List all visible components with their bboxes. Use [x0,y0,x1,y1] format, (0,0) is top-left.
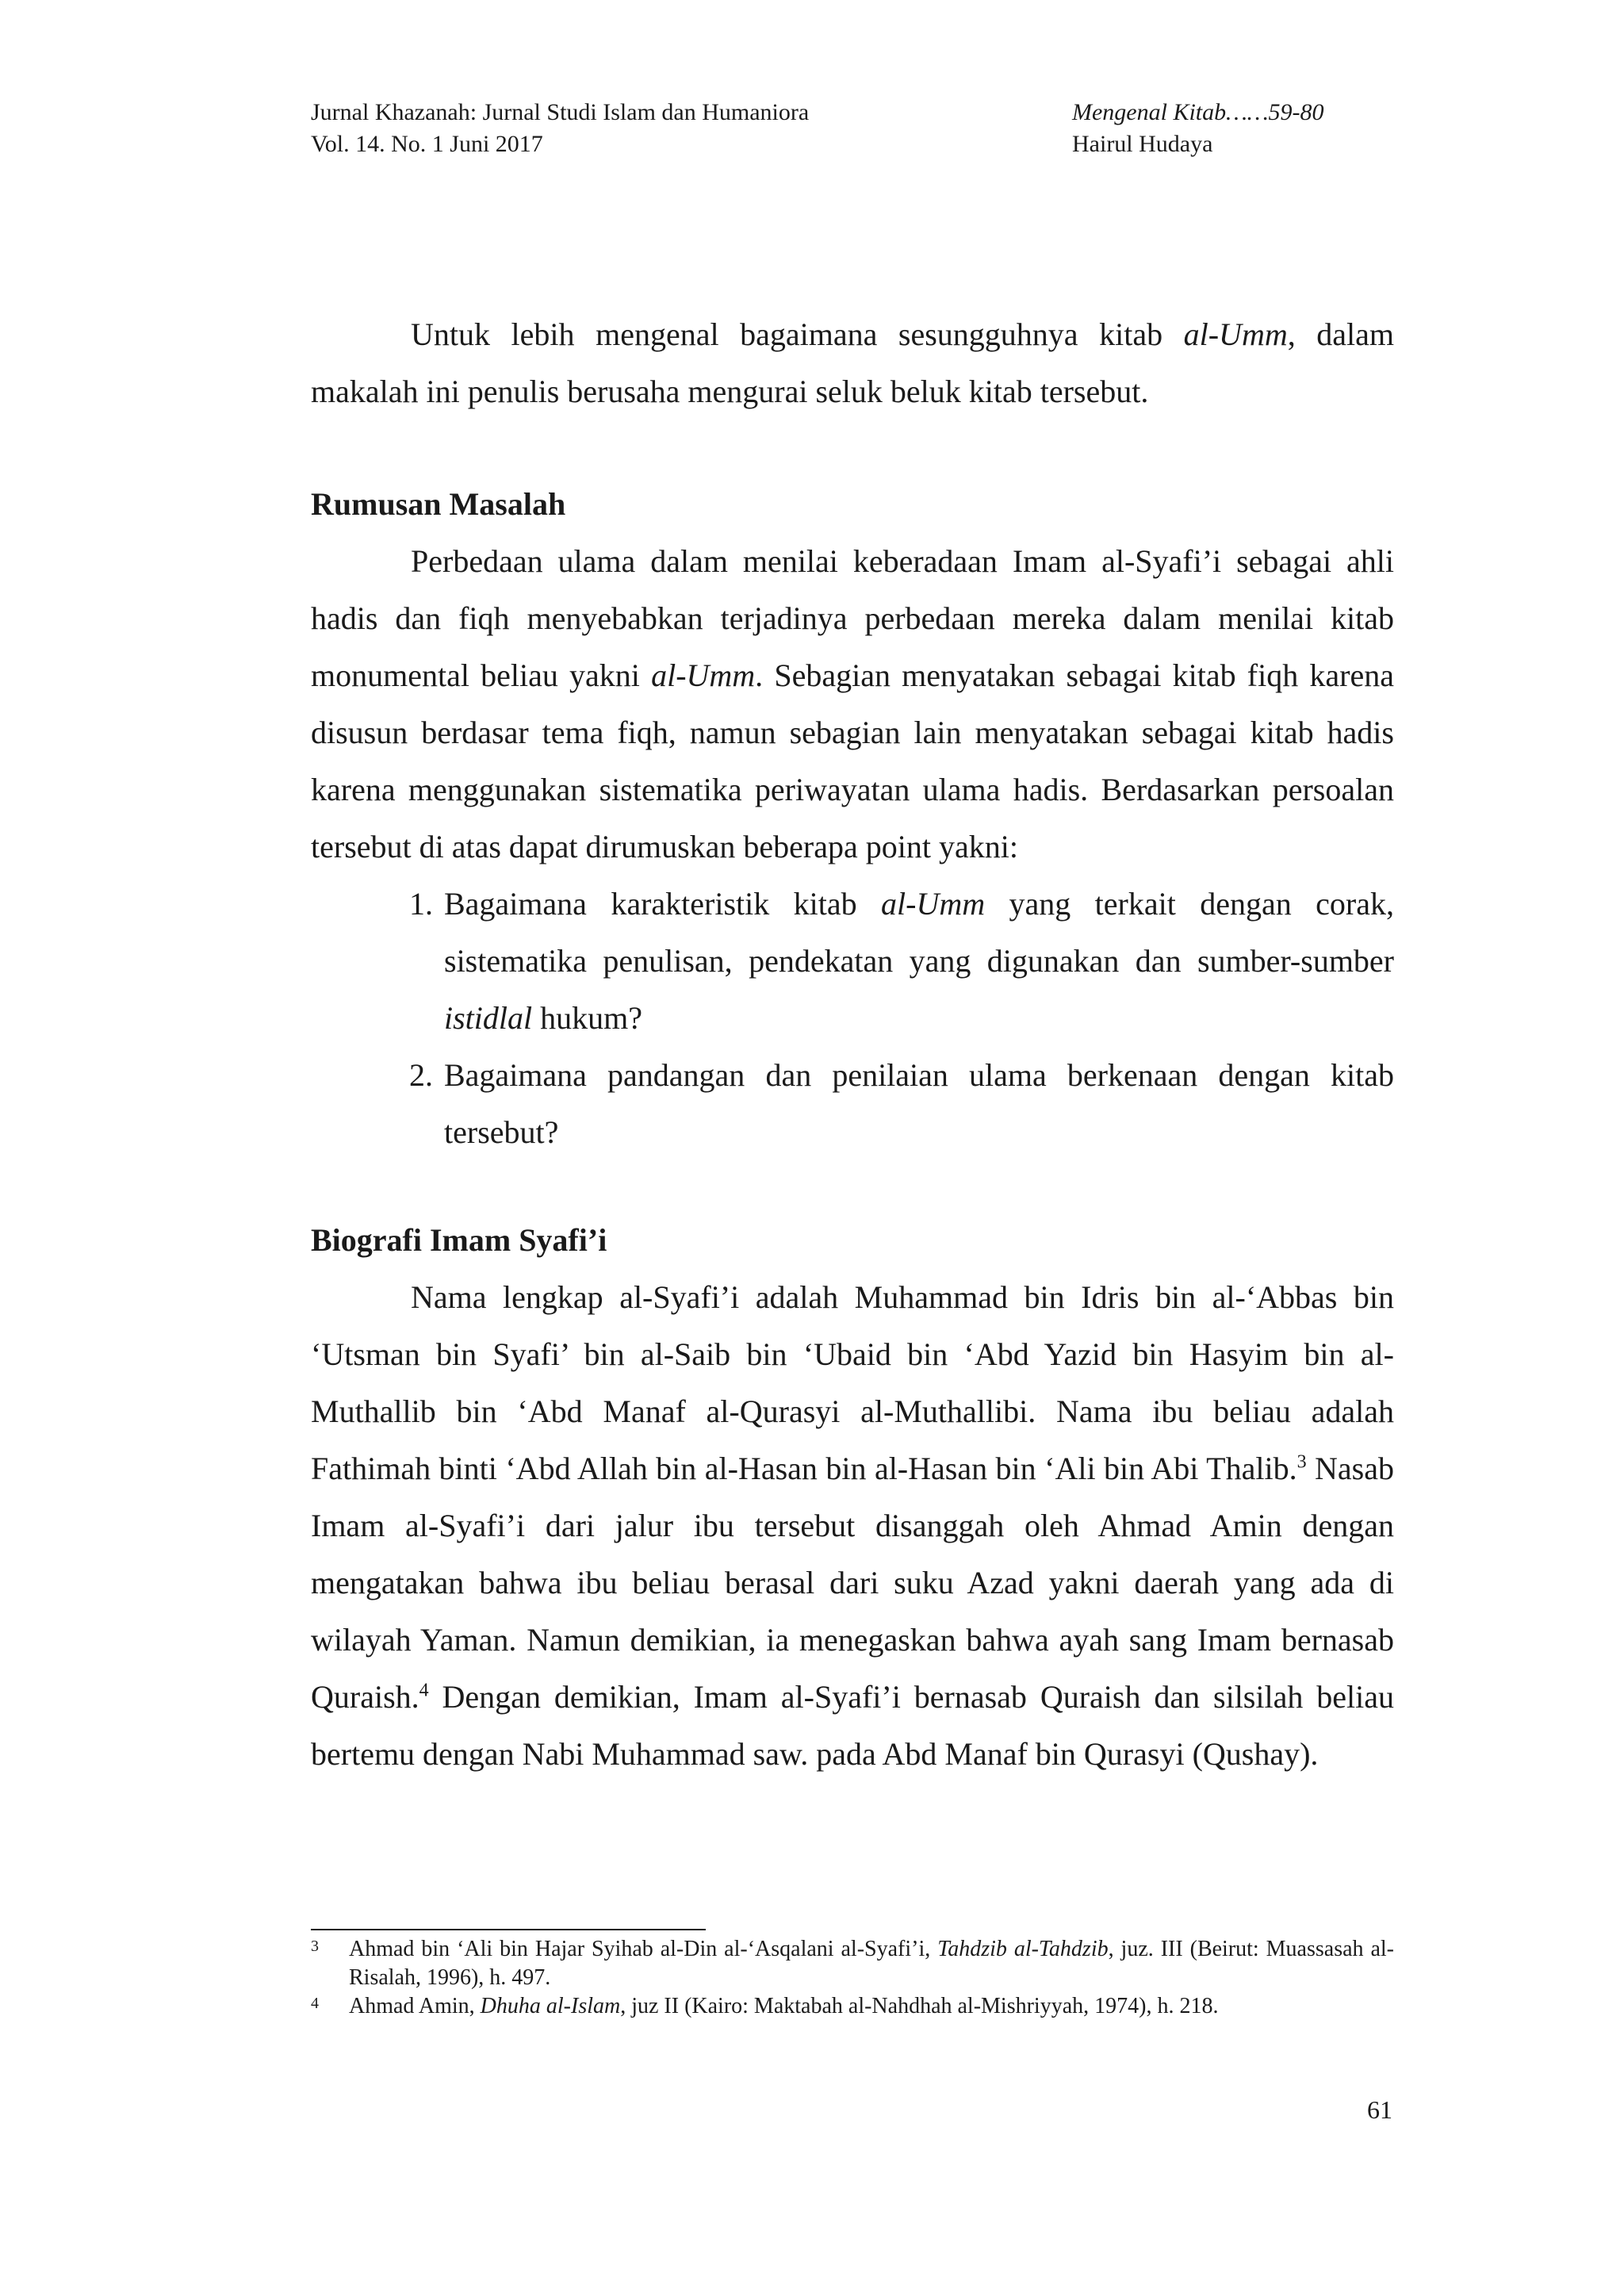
section-biografi [311,1212,1394,1783]
question-list [311,876,1394,1161]
body-paragraph: Nama lengkap al-Syafi’i adalah Muhammad bin Idris bin al-‘Abbas bin ‘Utsman bin Syafi’ bin al-Saib bin ‘Ubaid bin ‘Abd Yazid bin Hasyim bin al-Muthallib bin ‘Abd Manaf al-Qurasyi al-Muthallibi. Nama ibu beliau adalah Fathimah binti ‘Abd Allah bin al-Hasan bin al-Hasan bin ‘Ali bin Abi Thalib.$^3$ Nasab Imam al-Syafi’i dari jalur ibu tersebut disanggah oleh Ahmad Amin dengan mengatakan bahwa ibu beliau berasal dari suku Azad yakni daerah yang ada di wilayah Yaman. Namun demikian, ia menegaskan bahwa ayah sang Imam bernasab Quraish.$^4$ Dengan demikian, Imam al-Syafi’i bernasab Quraish dan silsilah beliau bertemu dengan Nabi Muhammad saw. pada Abd Manaf bin Qurasyi (Qushay). [311,1279,1395,1772]
footnote-divider [311,1929,706,1930]
footnote-number: 4 [311,1995,319,2012]
section-heading: Biografi Imam Syafi’i [311,1222,607,1258]
section-rumusan-masalah [311,476,1394,1161]
body-paragraph: Perbedaan ulama dalam menilai keberadaan Imam al-Syafi’i sebagai ahli hadis dan fiqh menyebabkan terjadinya perbedaan mereka dalam menilai kitab monumental beliau yakni al-Umm. Sebagian menyatakan sebagai kitab fiqh karena disusun berdasar tema fiqh, namun sebagian lain menyatakan sebagai kitab hadis karena menggunakan sistematika periwayatan ulama hadis. Berdasarkan persoalan tersebut di atas dapat dirumuskan beberapa point yakni: [311,543,1394,864]
list-number: 1. [409,886,433,922]
list-number: 2. [409,1057,433,1093]
footnote-ref[interactable]: 3 [1297,1451,1307,1473]
page-number: 61 [1367,2095,1392,2124]
article-title: Mengenal Kitab……59-80 [1072,99,1324,125]
footnote-ref[interactable]: 4 [419,1680,429,1701]
journal-volume: Vol. 14. No. 1 Juni 2017 [311,131,543,157]
footnote-number: 3 [311,1938,319,1955]
section-heading: Rumusan Masalah [311,486,566,522]
running-header-right [1072,97,1323,160]
journal-title: Jurnal Khazanah: Jurnal Studi Islam dan Humaniora [311,99,810,125]
footnote: 3 Ahmad bin ‘Ali bin Hajar Syihab al-Din al-‘Asqalani al-Syafi’i, Tahdzib al-Tahdzib, juz. III (Beirut: Muassasah al-Risalah, 1996), h. 497. [311,1935,1394,1992]
list-item: 2. Bagaimana pandangan dan penilaian ulama berkenaan dengan kitab tersebut? [311,1047,1394,1161]
running-header-left [311,97,809,160]
intro-paragraph: Untuk lebih mengenal bagaimana sesungguhnya kitab al-Umm, dalam makalah ini penulis berusaha mengurai seluk beluk kitab tersebut. [311,316,1394,409]
intro-block [311,306,1394,420]
footnote: 4 Ahmad Amin, Dhuha al-Islam, juz II (Kairo: Maktabah al-Nahdhah al-Mishriyyah, 1974), h. 218. [311,1992,1394,2021]
list-item: 1. Bagaimana karakteristik kitab al-Umm yang terkait dengan corak, sistematika penulisan, pendekatan yang digunakan dan sumber-sumber istidlal hukum? [311,876,1394,1047]
article-author: Hairul Hudaya [1072,131,1213,157]
footnotes [311,1935,1394,2021]
